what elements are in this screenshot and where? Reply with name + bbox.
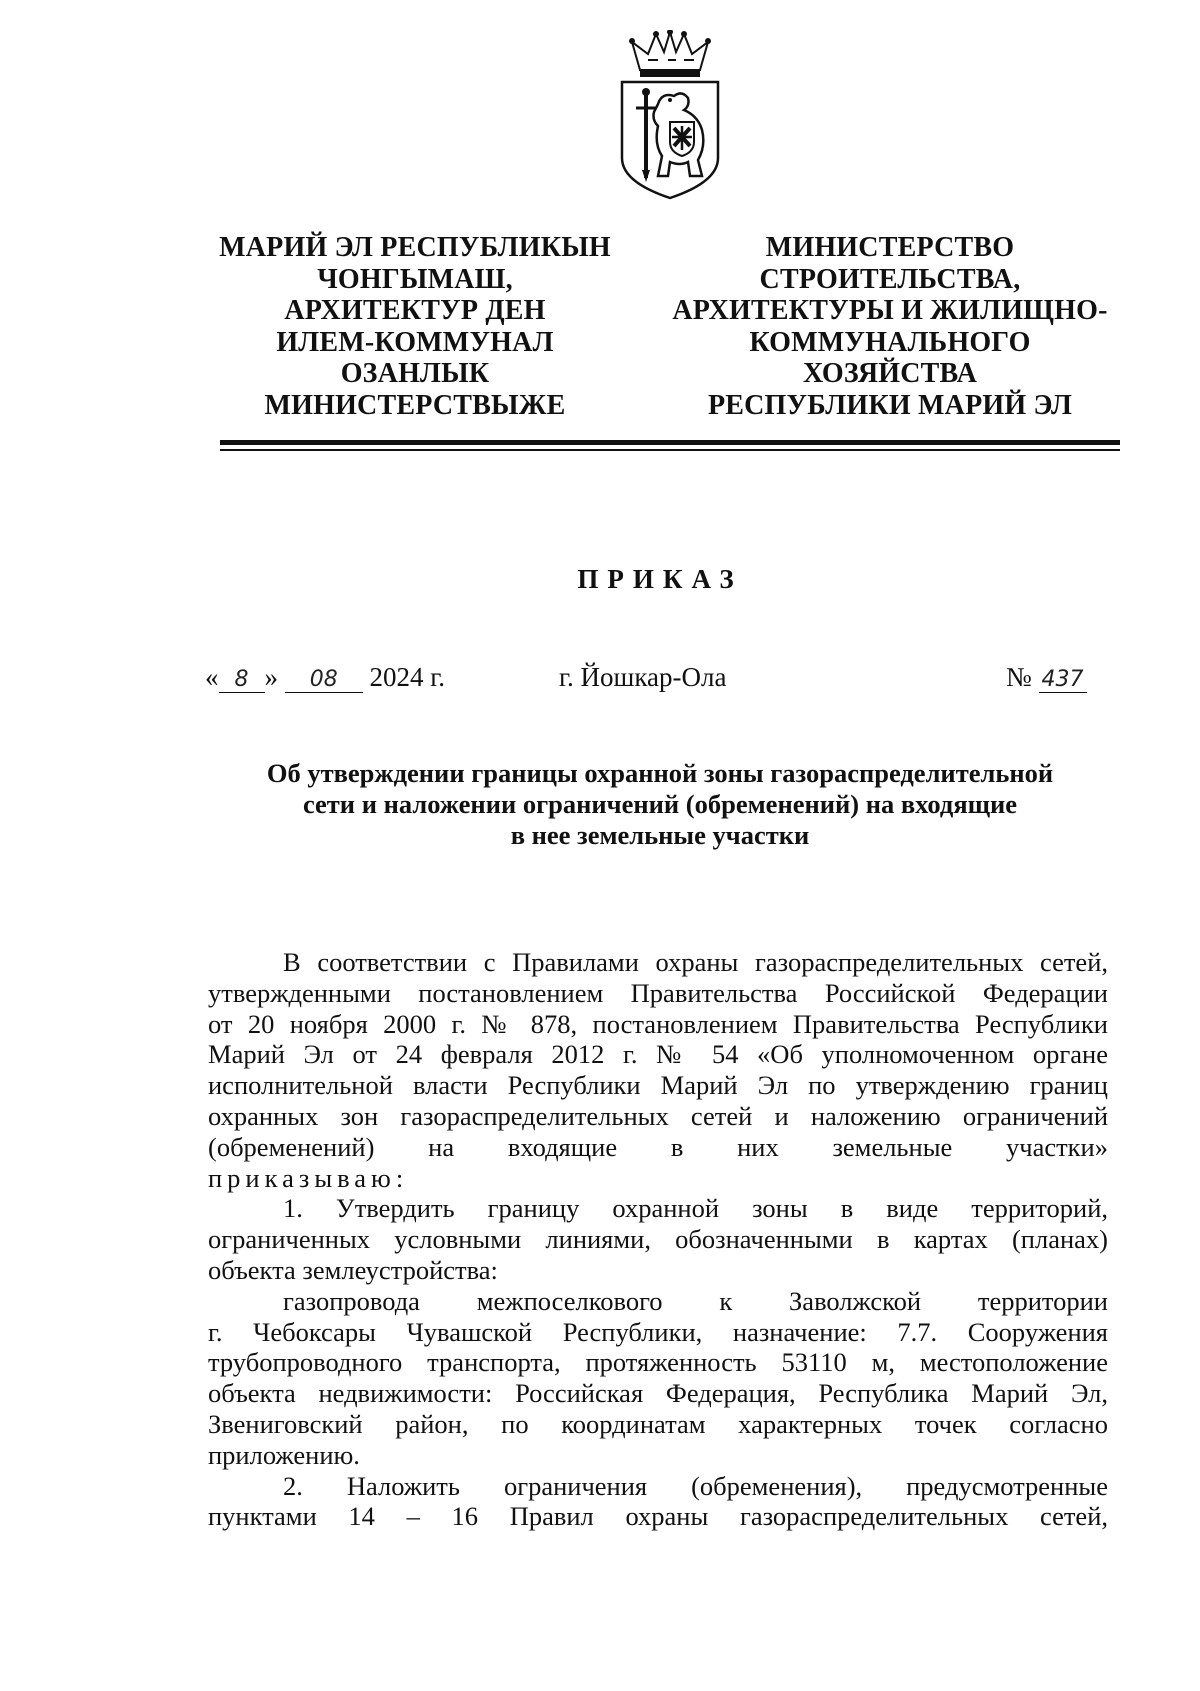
header-left <box>200 232 630 421</box>
body-line: 2. Наложить ограничения (обременения), предусмотренные <box>283 1470 1108 1501</box>
body-line-order-word: приказываю: <box>208 1162 409 1193</box>
body-line: В соответствии с Правилами охраны газораспределительных сетей, <box>283 947 1108 977</box>
body-line: трубопроводного транспорта, протяженность 53110 м, местоположение <box>208 1347 1108 1378</box>
body-line: исполнительной власти Республики Марий Эл по утверждению границ <box>208 1070 1108 1101</box>
body-line: утвержденными постановлением Правительства Российской Федерации <box>208 977 1108 1008</box>
subject-line: в нее земельные участки <box>510 820 810 850</box>
document-city: г. Йошкар-Ола <box>559 662 727 692</box>
header-right <box>655 232 1125 421</box>
document-type-title: ПРИКАЗ <box>577 564 743 594</box>
document-body <box>208 947 1108 1532</box>
coat-of-arms <box>618 30 722 200</box>
header-left-line: МАРИЙ ЭЛ РЕСПУБЛИКЫН <box>219 232 611 263</box>
body-line: охранных зон газораспределительных сетей и наложению ограничений <box>208 1100 1108 1131</box>
body-line: ограниченных условными линиями, обозначенными в картах (планах) <box>208 1224 1108 1255</box>
header-divider-thick <box>220 440 1120 445</box>
body-line: (обременений) на входящие в них земельные участки» <box>208 1131 1108 1162</box>
header-left-line: МИНИСТЕРСТВЫЖЕ <box>264 389 566 421</box>
body-line: приложению. <box>208 1439 360 1470</box>
body-line: Марий Эл от 24 февраля 2012 г. № 54 «Об уполномоченном органе <box>208 1039 1108 1070</box>
date-month-handwritten: 08 <box>285 667 363 693</box>
body-line: Звениговский район, по координатам характерных точек согласно <box>208 1408 1108 1439</box>
header-left-line: ИЛЕМ-КОММУНАЛ <box>276 326 554 358</box>
header-left-line: АРХИТЕКТУР ДЕН <box>284 295 546 326</box>
header-right-line: СТРОИТЕЛЬСТВА, <box>759 263 1021 295</box>
header-right-line: АРХИТЕКТУРЫ И ЖИЛИЩНО- <box>672 295 1108 326</box>
body-line: пунктами 14 – 16 Правил охраны газораспределительных сетей, <box>208 1501 1108 1532</box>
document-subject <box>200 758 1120 851</box>
date-quote-open: « <box>205 662 219 692</box>
header-right-line: МИНИСТЕРСТВО <box>765 232 1015 263</box>
body-line: газопровода межпоселкового к Заволжской территории <box>283 1285 1108 1316</box>
header-right-line: ХОЗЯЙСТВА <box>802 358 978 389</box>
header-left-line: ОЗАНЛЫК <box>340 358 490 389</box>
date-day-handwritten: 8 <box>219 667 265 693</box>
header-right-line: КОММУНАЛЬНОГО <box>749 326 1031 358</box>
subject-line: Об утверждении границы охранной зоны газораспределительной <box>266 758 1054 788</box>
number-label: № <box>1006 662 1032 692</box>
body-line: объекта землеустройства: <box>208 1254 498 1285</box>
date-year: 2024 г. <box>369 662 446 692</box>
body-line: от 20 ноября 2000 г. № 878, постановлением Правительства Республики <box>208 1008 1108 1039</box>
header-left-line: ЧОНГЫМАШ, <box>317 263 513 295</box>
document-date <box>205 662 445 693</box>
date-quote-close: » <box>264 662 278 692</box>
coat-of-arms-icon <box>618 30 722 200</box>
number-handwritten: 437 <box>1039 667 1087 693</box>
header-divider-thin <box>220 449 1120 451</box>
body-line: г. Чебоксары Чувашской Республики, назначение: 7.7. Сооружения <box>208 1316 1108 1347</box>
body-line: 1. Утвердить границу охранной зоны в виде территорий, <box>283 1193 1108 1224</box>
document-number <box>1006 662 1087 693</box>
body-line: объекта недвижимости: Российская Федерация, Республика Марий Эл, <box>208 1378 1108 1409</box>
header-right-line: РЕСПУБЛИКИ МАРИЙ ЭЛ <box>707 389 1073 421</box>
subject-line: сети и наложении ограничений (обременений) на входящие <box>302 789 1018 819</box>
